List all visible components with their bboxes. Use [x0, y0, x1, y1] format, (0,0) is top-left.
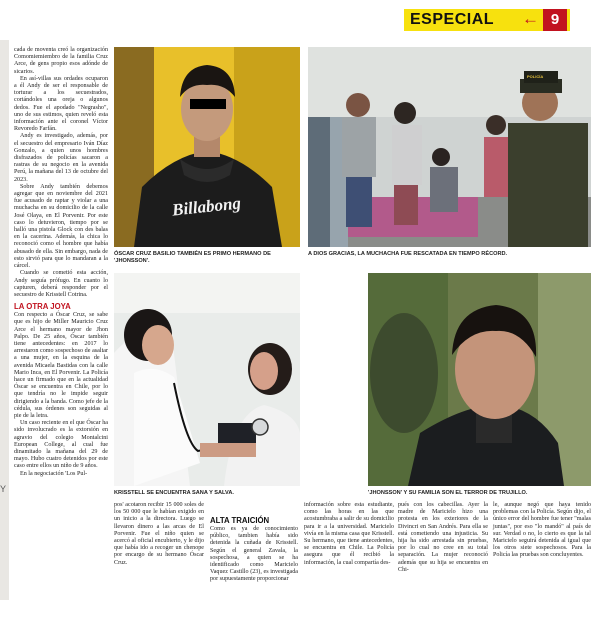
- paragraph: le, aunque negó que haya tenido problemas con la Policía. Según dijo, el único error del hombre fue tener "malas juntas", por eso "lo mandó" al país de sur. Verdad o no, lo cierto es que la tal Maricielo seguirá detenida al igual que los otros siete sospechosos. Para la Policía las pruebas son concluyentes.: [493, 502, 591, 559]
- paragraph: En así-villas sus ordades ocuparon a él Andy de ser el responsable de torturar a los secuestrados, cortándoles una oreja o algunos dedos. Fue el apodado "Negrasho", uno de sus estimos, quien reveló esta información ante el coronel Víctor Revoredo Farfán.: [14, 75, 108, 133]
- photo-rescue: [308, 47, 591, 247]
- arrow-left-icon: ←: [522, 9, 539, 28]
- article-column-6: [493, 502, 591, 560]
- paragraph: cada de moventa creó la organización Comomiemiembro de la familia Cruz Arce, de gens propio esos adónde de sicarios.: [14, 47, 108, 75]
- subheading: LA OTRA JOYA: [14, 302, 71, 312]
- paragraph: Con respecto a Óscar Cruz, se sabe que es hijo de Miller Mauricio Cruz Arce el hermano mayor de Jhon Palpo. De 25 años, Óscar también tiene antecedentes: en 2017 lo arrestaron como sospechoso de asaltar a una mujer, en la esquina de la avenida Micaela Bastidas con la calle Mario Inca, en El Porvenir. La Policía hace un firmado que en la actualidad Óscar se encuentra en Chile, por lo que tendría no le impide seguir dirigiendo a la banda. Como jefe de la cédula, sus órdenes son seguidas al pie de la letra.: [14, 312, 108, 419]
- section-title: ESPECIAL: [410, 11, 495, 28]
- adjacent-page-edge: [0, 40, 9, 600]
- paragraph: Cuando se cometió esta acción, Andy seguía prófugo. En cuanto lo capturen, deberá responder por el secuestro de Krisstell Cotrina.: [14, 270, 108, 298]
- police-cap-text: POLICÍA: [527, 74, 544, 79]
- subheading: ALTA TRAICIÓN: [210, 516, 270, 525]
- paragraph: pos' acotaron recibir 15 000 soles de los 50 000 que le habían exigido en un inicio a la directora. Luego se llevaron dinero a las arcas de El Porvenir. Fue el niño quien se acercó al oficial encubierto, y le dijo que había ido a recoger un chenope por encargo de su hermano Óscar Cruz.: [114, 502, 204, 566]
- photo-jhonsson: [368, 273, 591, 486]
- paragraph: Andy es investigado, además, por el secuestro del empresario Iván Díaz Gonzalo, a quien unos hombres disfrazados de policías sacaron a rastras de su negocio en la avenida Perú, la mañana del 13 de octubre del 2023.: [14, 133, 108, 183]
- edge-letter: Y: [0, 484, 7, 494]
- article-column-1: [14, 47, 108, 478]
- article-column-5: [398, 502, 488, 574]
- photo-caption: A DIOS GRACIAS, LA MUCHACHA FUE RESCATADA EN TIEMPO RÉCORD.: [308, 251, 508, 257]
- page-number: [543, 9, 567, 31]
- page-number-text: 9: [550, 11, 560, 28]
- photo-krisstell: [114, 273, 300, 486]
- paragraph: Sobre Andy también debemos agregar que en noviembre del 2021 fue acusado de raptar y violar a una muchacha en su domicilio de la calle José Olaya, en El Porvenir. Por este caso lo detuvieron, tiempo por se halló una pistola Glock con des balas en la cacerina. Además, la chica lo reconoció como el hombre que había abusado de ella. Sin embargo, nada de esto sirvió para que lo mandaran a la cárcel.: [14, 183, 108, 270]
- paragraph: Como es ya de conocimiento público, tambien había sido detenida la cuñada de Krisstell. Según el general Zavala, la sospechosa, a quien se ha identificado como Maricielo Vaquez Castillo (23), es investigada por supuestamente proporcionar: [210, 526, 298, 583]
- paragraph: Un caso reciente en el que Óscar ha sido involucrado es la extorsión en agravio del colegio Montalcini European College, al cual fue dinamitado la mañana del 29 de mayo. Hubo cuatro detenidos por este caso entre ellos un niño de 9 años.: [14, 420, 108, 470]
- paragraph: En la negociación 'Los Pul-: [20, 470, 88, 477]
- article-column-3: [210, 502, 298, 584]
- shirt-logo: Billabong: [171, 193, 242, 220]
- article-column-4: [304, 502, 394, 567]
- article-column-2: [114, 502, 204, 567]
- photo-caption: 'JHONSSON' Y SU FAMILIA SON EL TERROR DE TRUJILLO.: [368, 490, 528, 496]
- photo-oscar-cruz: [114, 47, 300, 247]
- paragraph: información sobre esta estudiante, como las horas en las que acostumbraba a salir de su domicilio para ir a la universidad. Maricielo vivía en la misma casa que Krisstell. Su hermano, que tiene antecedentes, se encuentra en Chile. La Policía asegura que él recibió la información, la cual compartía des-: [304, 502, 394, 566]
- photo-caption: ÓSCAR CRUZ BASILIO TAMBIÉN ES PRIMO HERMANO DE 'JHONSSON'.: [114, 251, 271, 264]
- photo-caption: KRISSTELL SE ENCUENTRA SANA Y SALVA.: [114, 490, 234, 496]
- paragraph: pués con los cabecillas. Ayer la madre de Maricielo hizo una protesta en los exteriores de la Divincri en San Andrés. Para ella se está cometiendo una injusticia. Su hija ha sido arrestada sin pruebas, por lo cual no cree en su total separación. La mujer reconoció además que su hija se encuentra en Chi-: [398, 502, 488, 573]
